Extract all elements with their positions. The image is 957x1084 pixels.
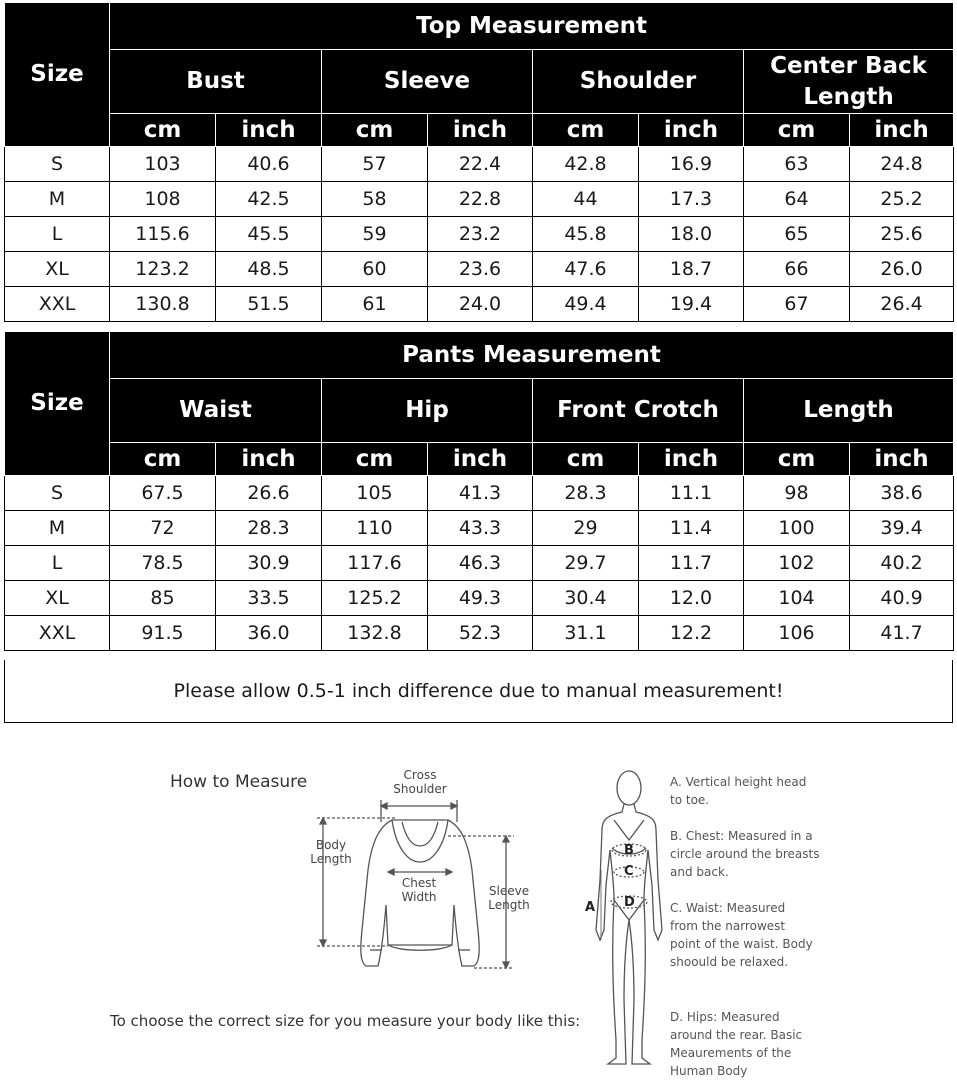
step-b: B. Chest: Measured in a circle around the breasts and back. <box>670 829 820 879</box>
value-cell: 46.3 <box>428 546 533 581</box>
value-cell: 58 <box>322 182 428 217</box>
value-cell: 104 <box>744 581 850 616</box>
value-cell: 45.8 <box>533 217 639 252</box>
value-cell: 44 <box>533 182 639 217</box>
value-cell: 16.9 <box>639 147 744 182</box>
value-cell: 51.5 <box>216 287 322 322</box>
unit-header: cm <box>322 443 428 476</box>
cross-shoulder-arrow <box>381 800 457 822</box>
shoulder-header: Shoulder <box>533 50 744 114</box>
value-cell: 57 <box>322 147 428 182</box>
size-header: Size <box>5 332 110 476</box>
value-cell: 60 <box>322 252 428 287</box>
value-cell: 110 <box>322 511 428 546</box>
size-cell: S <box>5 476 110 511</box>
size-cell: XL <box>5 581 110 616</box>
how-to-measure-title: How to Measure <box>170 772 308 792</box>
value-cell: 40.6 <box>216 147 322 182</box>
center-back-length-header: Center Back Length <box>744 50 954 114</box>
value-cell: 43.3 <box>428 511 533 546</box>
value-cell: 48.5 <box>216 252 322 287</box>
value-cell: 39.4 <box>850 511 954 546</box>
step-a: A. Vertical height head to toe. <box>670 775 807 807</box>
unit-header: inch <box>428 443 533 476</box>
value-cell: 28.3 <box>216 511 322 546</box>
value-cell: 125.2 <box>322 581 428 616</box>
value-cell: 47.6 <box>533 252 639 287</box>
value-cell: 17.3 <box>639 182 744 217</box>
sleeve-length-label: Sleeve Length <box>488 884 530 912</box>
value-cell: 24.8 <box>850 147 954 182</box>
value-cell: 36.0 <box>216 616 322 651</box>
unit-header: cm <box>110 443 216 476</box>
value-cell: 28.3 <box>533 476 639 511</box>
unit-header: cm <box>533 114 639 147</box>
value-cell: 103 <box>110 147 216 182</box>
marker-c: C <box>624 864 634 879</box>
value-cell: 115.6 <box>110 217 216 252</box>
unit-header: inch <box>850 443 954 476</box>
value-cell: 23.6 <box>428 252 533 287</box>
chest-width-arrow <box>388 869 452 875</box>
human-body-figure <box>596 771 662 1064</box>
value-cell: 52.3 <box>428 616 533 651</box>
size-cell: L <box>5 546 110 581</box>
value-cell: 130.8 <box>110 287 216 322</box>
value-cell: 117.6 <box>322 546 428 581</box>
cross-shoulder-label: Cross Shoulder <box>393 768 447 796</box>
value-cell: 41.3 <box>428 476 533 511</box>
measure-instruction: To choose the correct size for you measure your body like this: <box>110 1012 581 1030</box>
value-cell: 59 <box>322 217 428 252</box>
chest-width-label: Chest Width <box>401 876 437 904</box>
size-cell: M <box>5 182 110 217</box>
value-cell: 106 <box>744 616 850 651</box>
unit-header: cm <box>322 114 428 147</box>
value-cell: 108 <box>110 182 216 217</box>
value-cell: 33.5 <box>216 581 322 616</box>
front-crotch-header: Front Crotch <box>533 379 744 443</box>
value-cell: 12.0 <box>639 581 744 616</box>
value-cell: 67 <box>744 287 850 322</box>
value-cell: 29.7 <box>533 546 639 581</box>
value-cell: 72 <box>110 511 216 546</box>
value-cell: 78.5 <box>110 546 216 581</box>
value-cell: 26.4 <box>850 287 954 322</box>
value-cell: 23.2 <box>428 217 533 252</box>
value-cell: 61 <box>322 287 428 322</box>
value-cell: 64 <box>744 182 850 217</box>
value-cell: 63 <box>744 147 850 182</box>
value-cell: 11.1 <box>639 476 744 511</box>
unit-header: inch <box>850 114 954 147</box>
value-cell: 25.2 <box>850 182 954 217</box>
size-cell: M <box>5 511 110 546</box>
size-cell: XL <box>5 252 110 287</box>
value-cell: 11.7 <box>639 546 744 581</box>
value-cell: 41.7 <box>850 616 954 651</box>
value-cell: 66 <box>744 252 850 287</box>
value-cell: 19.4 <box>639 287 744 322</box>
unit-header: inch <box>639 114 744 147</box>
unit-header: cm <box>744 443 850 476</box>
value-cell: 11.4 <box>639 511 744 546</box>
value-cell: 85 <box>110 581 216 616</box>
measurement-note: Please allow 0.5-1 inch difference due to manual measurement! <box>4 660 953 723</box>
size-header: Size <box>5 3 110 147</box>
value-cell: 40.9 <box>850 581 954 616</box>
waist-header: Waist <box>110 379 322 443</box>
value-cell: 40.2 <box>850 546 954 581</box>
marker-b: B <box>624 843 634 858</box>
unit-header: inch <box>216 443 322 476</box>
hip-header: Hip <box>322 379 533 443</box>
sleeve-header: Sleeve <box>322 50 533 114</box>
unit-header: inch <box>639 443 744 476</box>
size-cell: XXL <box>5 616 110 651</box>
value-cell: 42.5 <box>216 182 322 217</box>
value-cell: 98 <box>744 476 850 511</box>
value-cell: 31.1 <box>533 616 639 651</box>
value-cell: 49.3 <box>428 581 533 616</box>
pants-section-title: Pants Measurement <box>110 332 954 379</box>
marker-a: A <box>585 900 596 915</box>
value-cell: 30.9 <box>216 546 322 581</box>
value-cell: 26.6 <box>216 476 322 511</box>
size-cell: S <box>5 147 110 182</box>
value-cell: 42.8 <box>533 147 639 182</box>
value-cell: 49.4 <box>533 287 639 322</box>
value-cell: 105 <box>322 476 428 511</box>
value-cell: 22.4 <box>428 147 533 182</box>
value-cell: 25.6 <box>850 217 954 252</box>
value-cell: 100 <box>744 511 850 546</box>
unit-header: cm <box>533 443 639 476</box>
size-cell: L <box>5 217 110 252</box>
value-cell: 29 <box>533 511 639 546</box>
unit-header: cm <box>110 114 216 147</box>
value-cell: 22.8 <box>428 182 533 217</box>
value-cell: 18.7 <box>639 252 744 287</box>
value-cell: 38.6 <box>850 476 954 511</box>
length-header: Length <box>744 379 954 443</box>
value-cell: 65 <box>744 217 850 252</box>
unit-header: cm <box>744 114 850 147</box>
bust-header: Bust <box>110 50 322 114</box>
top-section-title: Top Measurement <box>110 3 954 50</box>
unit-header: inch <box>216 114 322 147</box>
value-cell: 67.5 <box>110 476 216 511</box>
body-length-label: Body Length <box>310 838 352 866</box>
unit-header: inch <box>428 114 533 147</box>
value-cell: 91.5 <box>110 616 216 651</box>
value-cell: 18.0 <box>639 217 744 252</box>
value-cell: 132.8 <box>322 616 428 651</box>
value-cell: 12.2 <box>639 616 744 651</box>
size-cell: XXL <box>5 287 110 322</box>
value-cell: 26.0 <box>850 252 954 287</box>
value-cell: 102 <box>744 546 850 581</box>
value-cell: 45.5 <box>216 217 322 252</box>
step-c: C. Waist: Measured from the narrowest point of the waist. Body shoould be relaxed. <box>670 901 813 969</box>
step-d: D. Hips: Measured around the rear. Basic Meaurements of the Human Body <box>670 1010 803 1078</box>
value-cell: 123.2 <box>110 252 216 287</box>
value-cell: 30.4 <box>533 581 639 616</box>
value-cell: 24.0 <box>428 287 533 322</box>
marker-d: D <box>624 895 635 910</box>
